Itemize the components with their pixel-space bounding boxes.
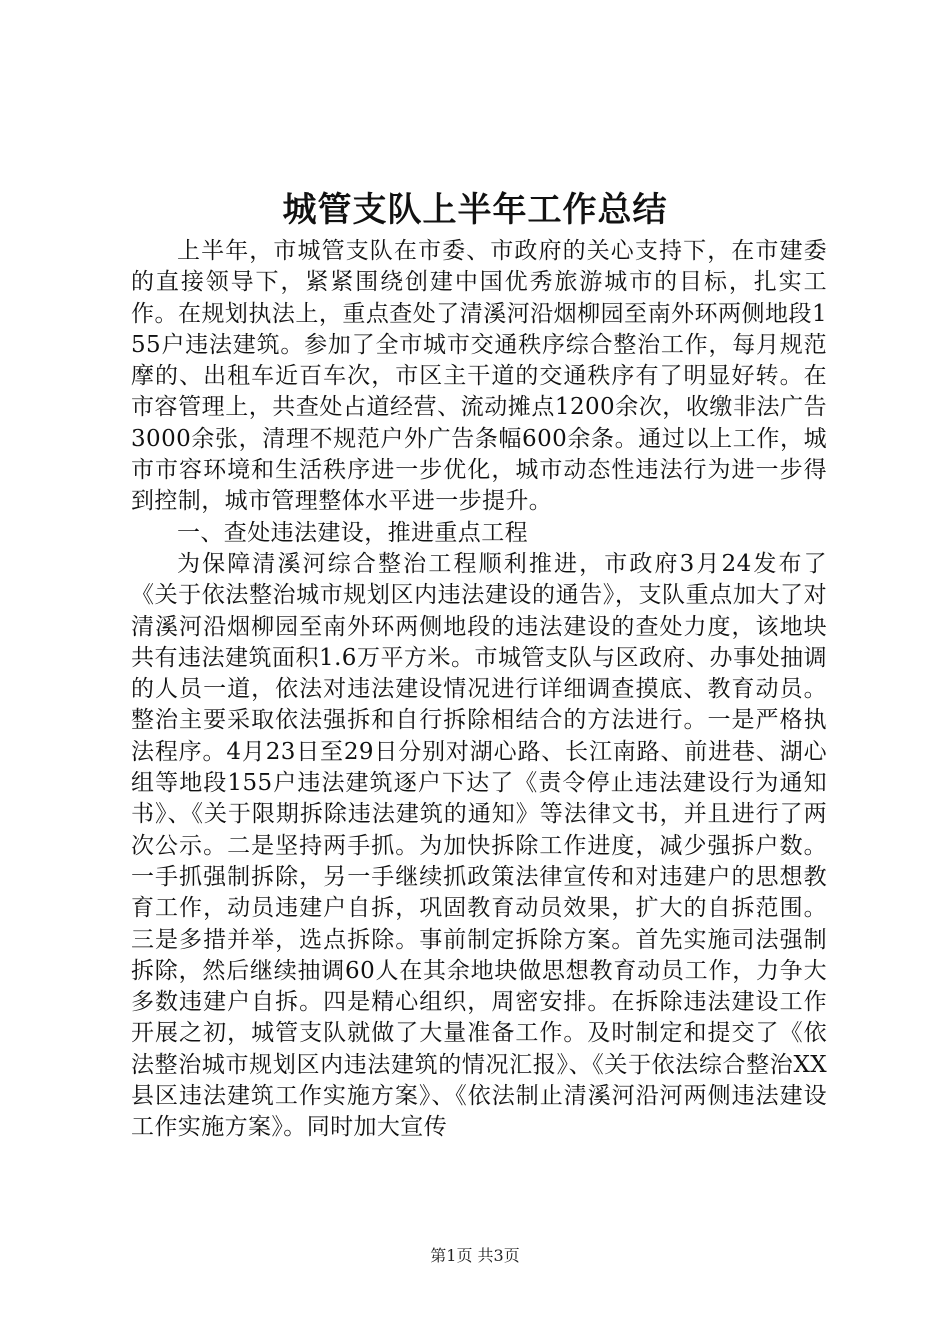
intro-paragraph: 上半年，市城管支队在市委、市政府的关心支持下，在市建委的直接领导下，紧紧围绕创建中国优秀旅游城市的目标，扎实工作。在规划执法上，重点查处了清溪河沿烟柳园至南外环两侧地段155户违法建筑。参加了全市城市交通秩序综合整治工作，每月规范摩的、出租车近百车次，市区主干道的交通秩序有了明显好转。在市容管理上，共查处占道经营、流动摊点1200余次，收缴非法广告3000余张，清理不规范户外广告条幅600余条。通过以上工作，城市市容环境和生活秩序进一步优化，城市动态性违法行为进一步得到控制，城市管理整体水平进一步提升。 (131, 238, 827, 515)
section-paragraph: 为保障清溪河综合整治工程顺利推进，市政府3月24发布了《关于依法整治城市规划区内违法建设的通告》，支队重点加大了对清溪河沿烟柳园至南外环两侧地段的违法建设的查处力度，该地块共有违法建筑面积1.6万平方米。市城管支队与区政府、办事处抽调的人员一道，依法对违法建设情况进行详细调查摸底、教育动员。整治主要采取依法强拆和自行拆除相结合的方法进行。一是严格执法程序。4月23日至29日分别对湖心路、长江南路、前进巷、湖心组等地段155户违法建筑逐户下达了《责令停止违法建设行为通知书》、《关于限期拆除违法建筑的通知》等法律文书，并且进行了两次公示。二是坚持两手抓。为加快拆除工作进度，减少强拆户数。一手抓强制拆除，另一手继续抓政策法律宣传和对违建户的思想教育工作，动员违建户自拆，巩固教育动员效果，扩大的自拆范围。三是多措并举，选点拆除。事前制定拆除方案。首先实施司法强制拆除，然后继续抽调60人在其余地块做思想教育动员工作，力争大多数违建户自拆。四是精心组织，周密安排。在拆除违法建设工作开展之初，城管支队就做了大量准备工作。及时制定和提交了《依法整治城市规划区内违法建筑的情况汇报》、《关于依法综合整治XX县区违法建筑工作实施方案》、《依法制止清溪河沿河两侧违法建设工作实施方案》。同时加大宣传 (131, 550, 827, 1141)
section-heading: 一、查处违法建设，推进重点工程 (177, 519, 528, 546)
document-body (131, 236, 827, 1144)
document-title: 城管支队上半年工作总结 (282, 190, 668, 230)
page-footer: 第1页 共3页 (430, 1246, 520, 1265)
